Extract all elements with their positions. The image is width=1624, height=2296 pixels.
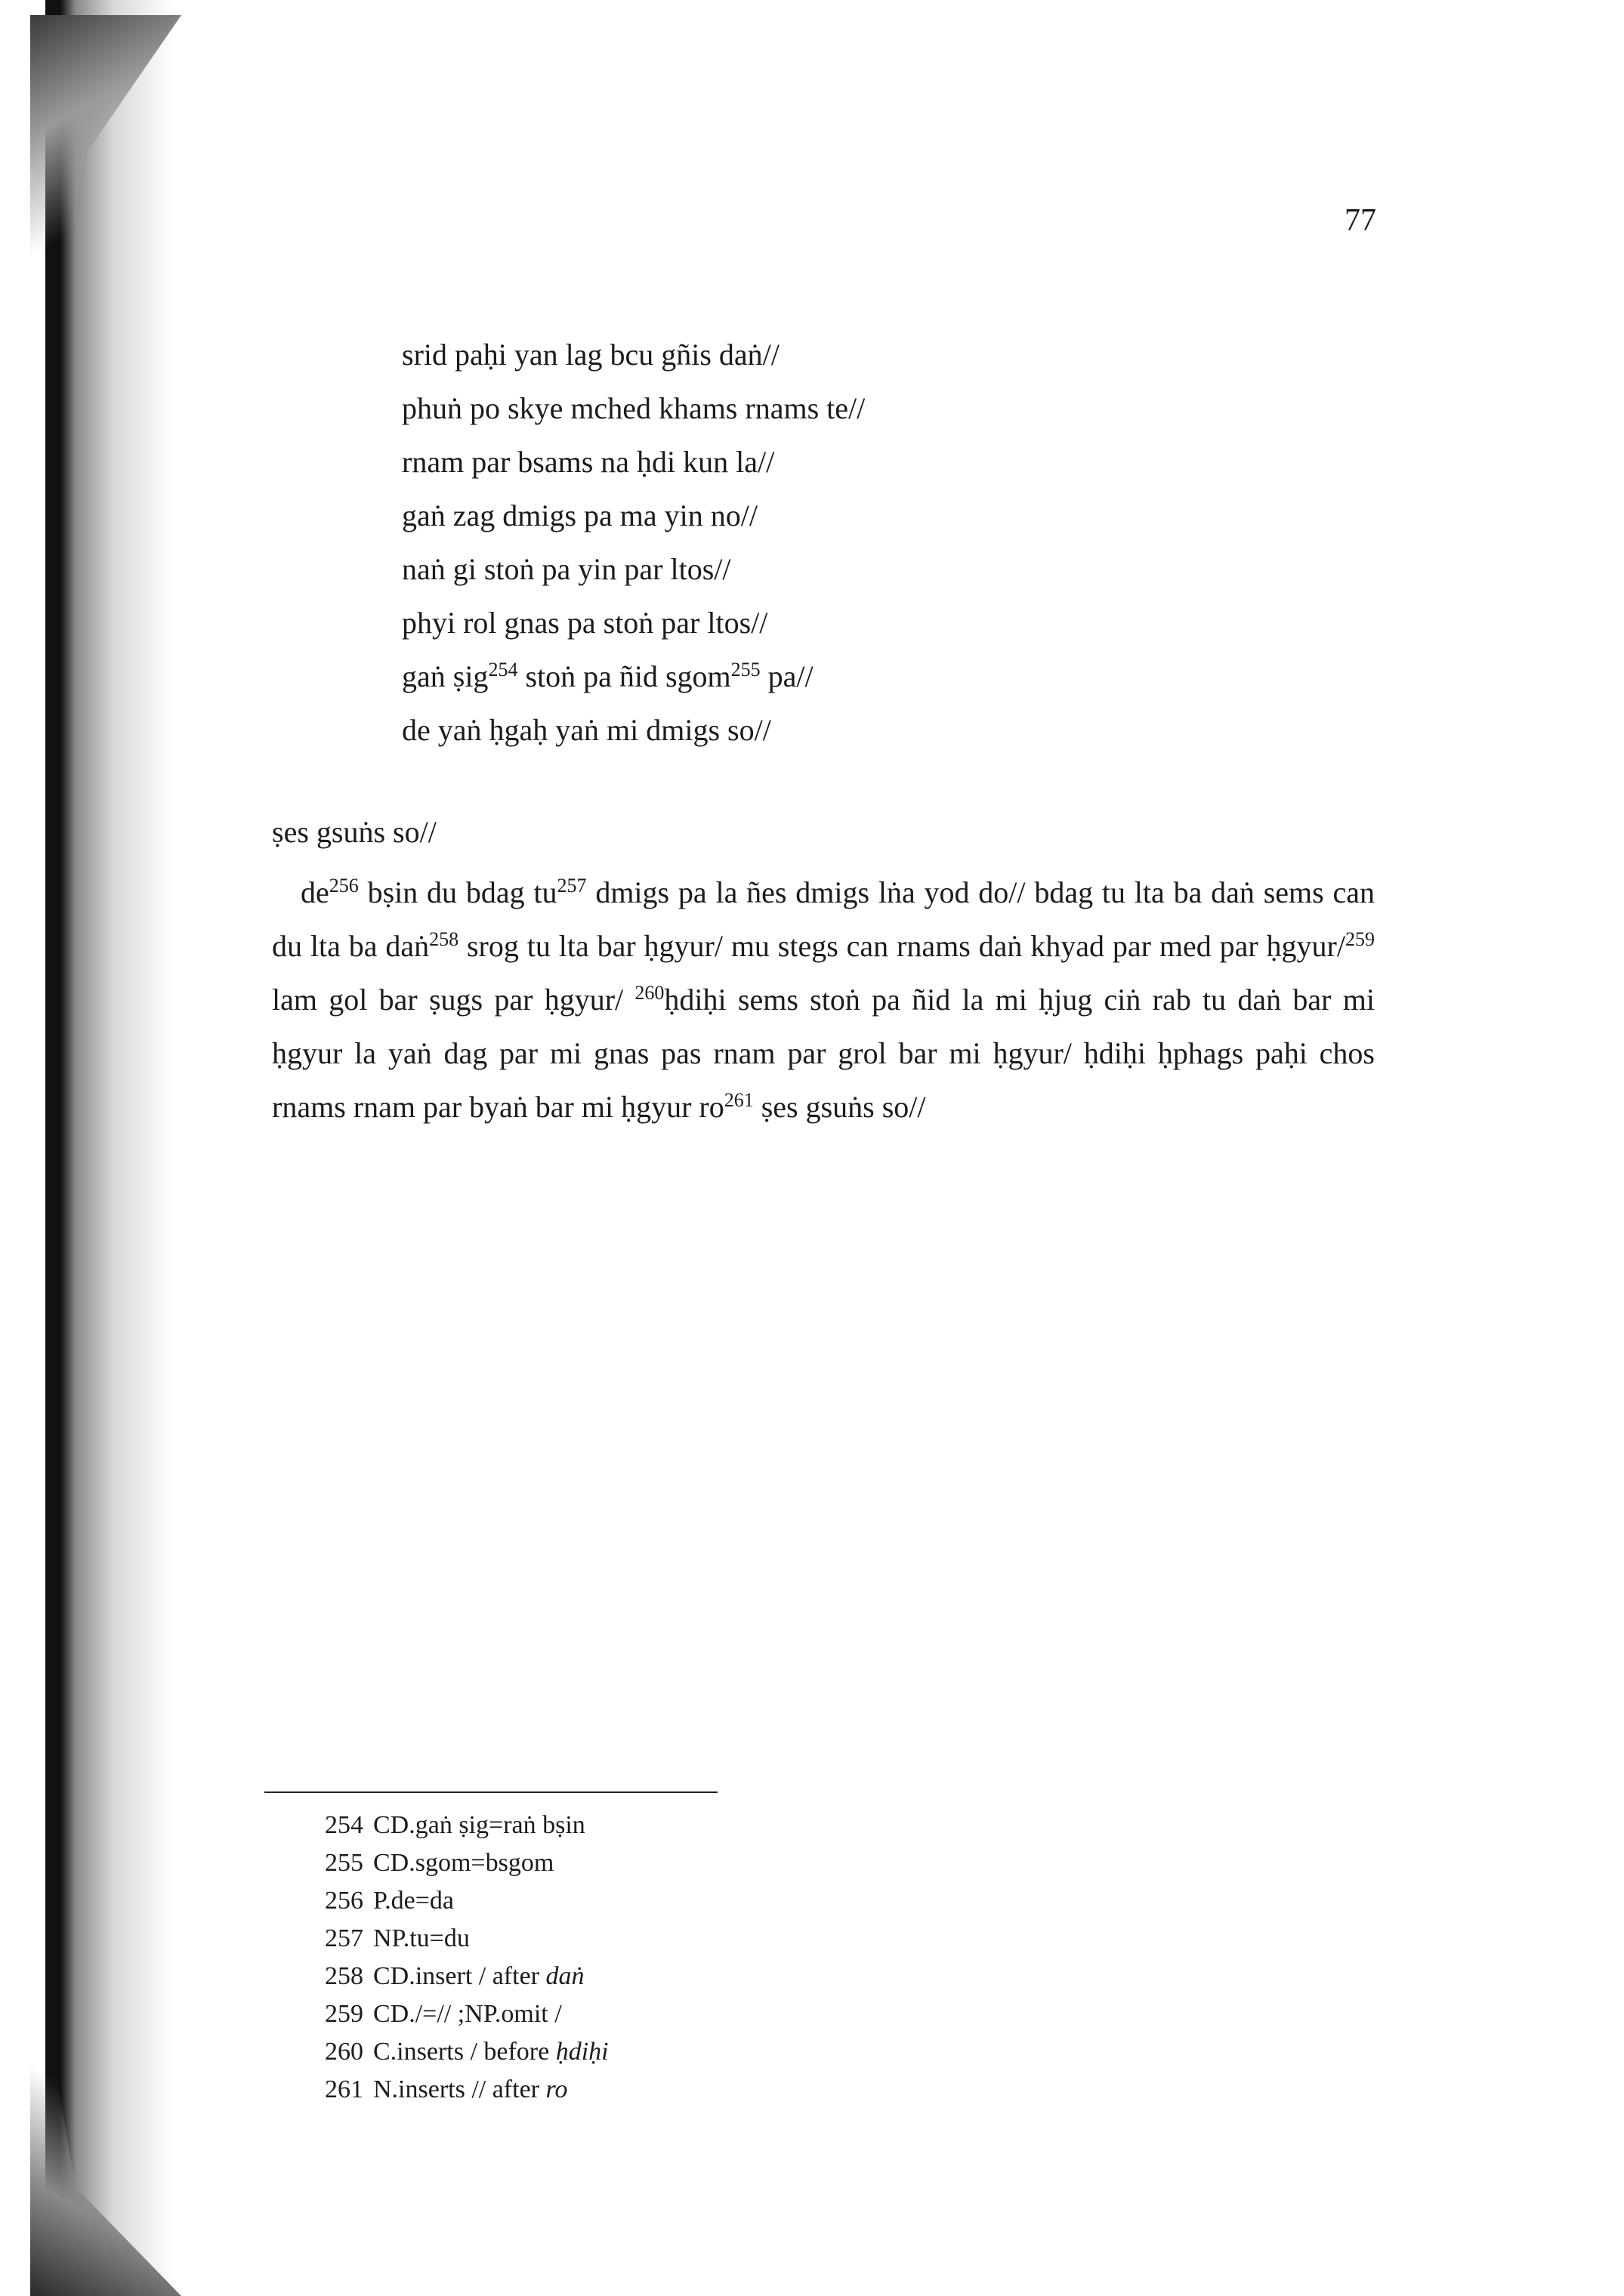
footnote-number: 258 <box>325 1962 363 1990</box>
text-run: phuṅ po skye mched khams rnams te// <box>402 391 866 425</box>
verse-line <box>402 650 1308 703</box>
text-run: phyi rol gnas pa stoṅ par ltos// <box>402 606 768 640</box>
footnote <box>325 1995 1005 2033</box>
footnote-text: N.inserts // after <box>373 2075 546 2103</box>
page-number: 77 <box>1345 203 1376 238</box>
footnote <box>325 1807 1005 1844</box>
text-run: rnam par bsams na ḥdi kun la// <box>402 445 775 479</box>
footnote-text: CD.sgom=bsgom <box>373 1849 554 1877</box>
prose-paragraph <box>272 866 1375 1134</box>
text-run: gaṅ zag dmigs pa ma yin no// <box>402 498 758 532</box>
text-run: bṣin du bdag tu <box>358 875 557 909</box>
footnote-ref: 254 <box>488 659 518 680</box>
footnote-text: C.inserts / before <box>373 2038 556 2066</box>
verse-line <box>402 542 1308 596</box>
footnote-number: 259 <box>325 2000 363 2028</box>
text-run: srog tu lta bar ḥgyur/ mu stegs can rnams daṅ khyad par med par ḥgyur/ <box>458 929 1345 963</box>
text-run: stoṅ pa ñid sgom <box>517 659 731 693</box>
footnote-text: CD.gaṅ ṣig=raṅ bṣin <box>373 1811 585 1839</box>
footnote-number: 254 <box>325 1811 363 1839</box>
verse-line <box>402 328 1308 381</box>
text-run: gaṅ ṣig <box>402 659 489 693</box>
text-run: lam gol bar ṣugs par ḥgyur/ <box>272 983 635 1017</box>
text-run: de <box>301 875 329 909</box>
footnote-ref: 255 <box>730 659 761 680</box>
text-run: srid paḥi yan lag bcu gñis daṅ// <box>402 338 780 372</box>
footnote-ref: 256 <box>329 875 359 896</box>
text-run: ḥdiḥi sems stoṅ pa ñid la mi ḥjug ciṅ rab tu daṅ bar mi ḥgyur la yaṅ dag par mi gnas pas rnam par grol bar mi ḥgyur/ ḥdiḥi ḥphags paḥi chos rnams rnam par byaṅ bar mi ḥgyur ro <box>272 983 1375 1124</box>
verse-line <box>402 703 1308 757</box>
footnote <box>325 2033 1005 2071</box>
footnote-number: 256 <box>325 1887 363 1915</box>
footnote-number: 260 <box>325 2038 363 2066</box>
footnote <box>325 1844 1005 1882</box>
text-run: dmigs pa la ñes dmigs lṅa yod do// bdag tu lta ba daṅ sems can du lta ba daṅ <box>272 875 1375 963</box>
footnote-text: P.de=da <box>373 1887 454 1915</box>
text-run: ṣes gsuṅs so// <box>753 1090 926 1124</box>
footnote-number: 257 <box>325 1924 363 1952</box>
footnote-ref: 259 <box>1345 928 1375 950</box>
footnote <box>325 1958 1005 1995</box>
footnote-emphasis: ro <box>545 2075 568 2103</box>
verse-line <box>402 596 1308 650</box>
footnote-ref: 260 <box>634 982 665 1004</box>
footnote-rule <box>264 1791 718 1793</box>
footnote-text: NP.tu=du <box>373 1924 470 1952</box>
section-heading: ṣes gsuṅs so// <box>272 815 437 849</box>
text-run: pa// <box>760 659 814 693</box>
verse-block <box>402 328 1308 757</box>
footnote-ref: 257 <box>557 875 587 896</box>
footnote-text: CD.insert / after <box>373 1962 546 1990</box>
footnote-emphasis: ḥdiḥi <box>555 2038 609 2066</box>
footnote <box>325 1882 1005 1920</box>
footnote <box>325 2071 1005 2109</box>
footnote-ref: 258 <box>429 928 459 950</box>
footnote-ref: 261 <box>724 1089 754 1111</box>
footnote-number: 255 <box>325 1849 363 1877</box>
text-run: de yaṅ ḥgaḥ yaṅ mi dmigs so// <box>402 713 771 747</box>
verse-line <box>402 489 1308 542</box>
verse-line <box>402 381 1308 435</box>
footnotes-list <box>325 1807 1005 2109</box>
verse-line <box>402 435 1308 489</box>
footnote-emphasis: daṅ <box>545 1962 585 1990</box>
footnote-text: CD./=// ;NP.omit / <box>373 2000 562 2028</box>
book-spine-shadow <box>0 0 181 2295</box>
footnote <box>325 1920 1005 1958</box>
footnote-number: 261 <box>325 2075 363 2103</box>
text-run: naṅ gi stoṅ pa yin par ltos// <box>402 552 731 586</box>
